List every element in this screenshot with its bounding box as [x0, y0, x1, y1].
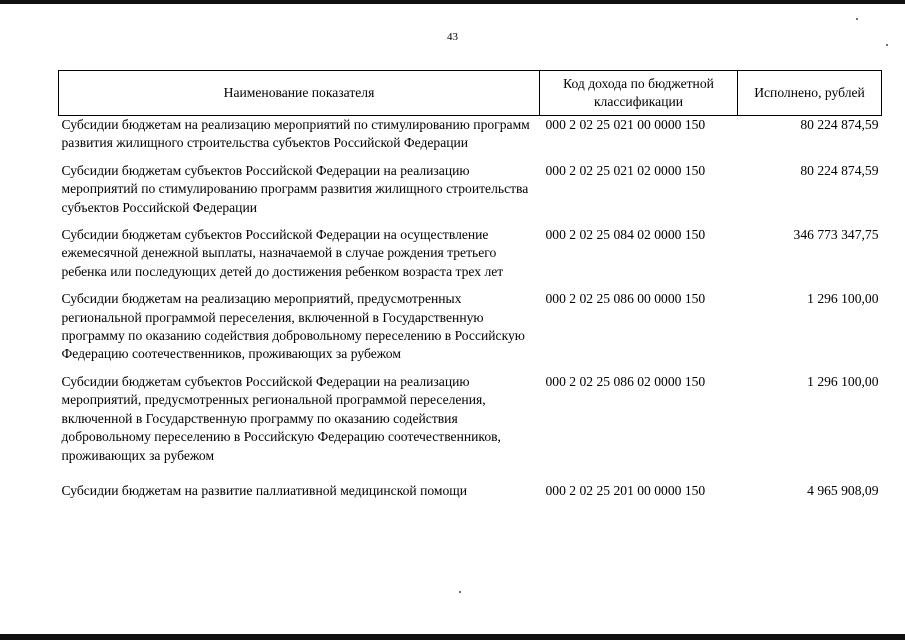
table-row: [59, 153, 882, 217]
indicator-name: Субсидии бюджетам субъектов Российской Федерации на реализацию мероприятий, предусмотренных региональной программой переселения, включенной в Государственную программу по оказанию содействия добровольному переселению в Российскую Федерацию соотечественников, проживающих за рубежом: [61, 373, 501, 463]
executed-amount: 80 224 874,59: [800, 117, 879, 132]
scan-speck: [459, 591, 461, 593]
indicator-name: Субсидии бюджетам на развитие паллиативной медицинской помощи: [61, 482, 468, 498]
table-row: [59, 364, 882, 465]
income-code: 000 2 02 25 086 00 0000 150: [545, 291, 706, 307]
page-number: 43: [447, 31, 458, 43]
indicator-name: Субсидии бюджетам на реализацию мероприятий, предусмотренных региональной программой переселения, включенной в Государственную программу по оказанию содействия добровольному переселению в Российскую Федерацию соотечественников, проживающих за рубежом: [61, 291, 525, 362]
header-indicator-name: Наименование показателя: [59, 71, 540, 116]
executed-amount: 1 296 100,00: [807, 291, 879, 307]
table-row: [59, 116, 882, 153]
indicator-name: Субсидии бюджетам на реализацию мероприятий по стимулированию программ развития жилищного строительства субъектов Российской Федерации: [61, 117, 530, 151]
table-header-row: [59, 71, 882, 116]
indicator-name: Субсидии бюджетам субъектов Российской Федерации на осуществление ежемесячной денежной выплаты, назначаемой в случае рождения третьего ребенка или последующих детей до достижения ребенком возраста трех лет: [61, 227, 504, 279]
executed-amount: 1 296 100,00: [807, 373, 879, 389]
indicator-name: Субсидии бюджетам субъектов Российской Федерации на реализацию мероприятий по стимулированию программ развития жилищного строительства субъектов Российской Федерации: [61, 162, 529, 215]
income-code: 000 2 02 25 201 00 0000 150: [545, 482, 706, 498]
income-code: 000 2 02 25 021 00 0000 150: [545, 117, 706, 132]
table-row: [59, 465, 882, 500]
income-table: [58, 70, 882, 500]
header-income-code: Код дохода по бюджетной классификации: [540, 71, 738, 116]
top-border: [0, 0, 905, 4]
table-row: [59, 281, 882, 364]
bottom-border: [0, 634, 905, 640]
scan-speck: [856, 18, 858, 20]
income-code: 000 2 02 25 021 02 0000 150: [545, 162, 706, 178]
scan-speck: [886, 44, 888, 46]
income-code: 000 2 02 25 084 02 0000 150: [545, 227, 706, 243]
executed-amount: 80 224 874,59: [800, 162, 879, 178]
table-row: [59, 217, 882, 281]
header-executed-amount: Исполнено, рублей: [738, 71, 882, 116]
executed-amount: 346 773 347,75: [793, 227, 879, 243]
executed-amount: 4 965 908,09: [807, 482, 879, 498]
income-code: 000 2 02 25 086 02 0000 150: [545, 373, 706, 389]
